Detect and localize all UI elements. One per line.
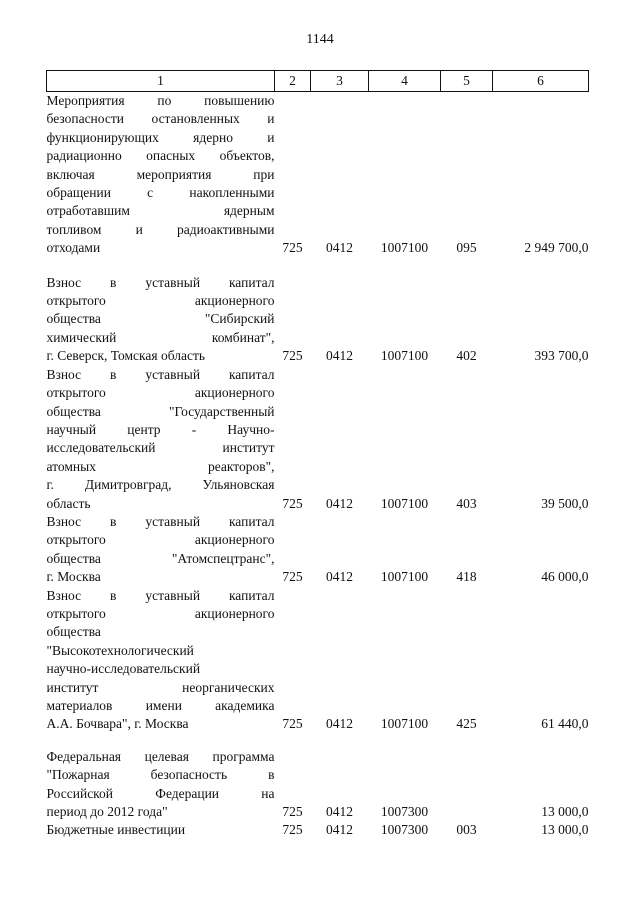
- row-description: [47, 587, 275, 734]
- description-line: Взнос в уставный капитал: [46, 587, 275, 603]
- target-item-code: 1007300: [380, 822, 429, 838]
- budget-table: [46, 70, 589, 840]
- description-line: г. Северск, Томская область: [46, 348, 206, 364]
- description-line: Взнос в уставный капитал: [46, 513, 275, 529]
- table-row: [47, 821, 589, 839]
- table-row: [47, 92, 589, 258]
- ministry-code: 725: [282, 569, 303, 585]
- table-row: [47, 587, 589, 734]
- ministry-code: 725: [282, 348, 303, 364]
- row-description: [47, 366, 275, 513]
- description-line: Взнос в уставный капитал: [46, 366, 275, 382]
- section-code: 0412: [326, 569, 353, 585]
- target-item-code: 1007300: [380, 804, 429, 820]
- description-line: открытого акционерного: [46, 385, 275, 401]
- description-line: безопасности остановленных и: [46, 111, 275, 127]
- description-line: общества "Сибирский: [46, 311, 275, 327]
- page-number: 1144: [306, 32, 334, 47]
- ministry-code: 725: [282, 716, 303, 732]
- description-line: область: [46, 495, 91, 511]
- description-line: Бюджетные инвестиции: [46, 822, 186, 838]
- description-line: научный центр - Научно-: [46, 421, 275, 437]
- description-line: отработавшим ядерным: [46, 203, 275, 219]
- description-line: атомных реакторов",: [46, 458, 275, 474]
- col-header-ministry: 2: [275, 71, 311, 92]
- amount: 61 440,0: [541, 716, 589, 732]
- ministry-code: 725: [282, 804, 303, 820]
- table-row: [47, 734, 589, 822]
- description-line: "Высокотехнологический: [46, 642, 194, 658]
- description-line: период до 2012 года": [46, 804, 168, 820]
- target-item-code: 1007100: [380, 569, 429, 585]
- expense-type-code: [441, 734, 493, 822]
- section-code: 0412: [326, 716, 353, 732]
- col-header-section: 3: [311, 71, 369, 92]
- description-line: общества "Атомспецтранс",: [46, 550, 275, 566]
- expense-type-code: 403: [456, 495, 477, 511]
- description-line: г. Москва: [46, 569, 101, 585]
- description-line: открытого акционерного: [46, 605, 275, 621]
- description-line: Российской Федерации на: [46, 785, 275, 801]
- target-item-code: 1007100: [380, 348, 429, 364]
- amount: 13 000,0: [541, 804, 589, 820]
- expense-type-code: 425: [456, 716, 477, 732]
- row-description: [47, 734, 275, 822]
- description-line: обращении с накопленными: [46, 185, 275, 201]
- col-header-expense-type: 5: [441, 71, 493, 92]
- description-line: открытого акционерного: [46, 532, 275, 548]
- col-header-target-item: 4: [369, 71, 441, 92]
- row-description: [47, 513, 275, 587]
- table-header-row: [47, 71, 589, 92]
- description-line: открытого акционерного: [46, 293, 275, 309]
- description-line: общества "Государственный: [46, 403, 275, 419]
- ministry-code: 725: [282, 495, 303, 511]
- table-row: [47, 513, 589, 587]
- description-line: включая мероприятия при: [46, 166, 275, 182]
- description-line: отходами: [46, 240, 101, 256]
- amount: 393 700,0: [534, 348, 589, 364]
- expense-type-code: 095: [456, 240, 477, 256]
- ministry-code: 725: [282, 240, 303, 256]
- target-item-code: 1007100: [380, 495, 429, 511]
- ministry-code: 725: [282, 822, 303, 838]
- description-line: А.А. Бочвара", г. Москва: [46, 716, 189, 732]
- description-line: материалов имени академика: [46, 698, 275, 713]
- description-line: исследовательский институт: [46, 440, 275, 456]
- amount: 39 500,0: [541, 495, 589, 511]
- description-line: институт неорганических: [46, 679, 275, 695]
- col-header-amount: 6: [493, 71, 589, 92]
- expense-type-code: 402: [456, 348, 477, 364]
- section-code: 0412: [326, 348, 353, 364]
- expense-type-code: 003: [456, 822, 477, 838]
- target-item-code: 1007100: [380, 240, 429, 256]
- section-code: 0412: [326, 495, 353, 511]
- description-line: Взнос в уставный капитал: [46, 274, 275, 290]
- table-row: [47, 258, 589, 366]
- description-line: радиационно опасных объектов,: [46, 148, 275, 164]
- section-code: 0412: [326, 822, 353, 838]
- row-description: [47, 258, 275, 366]
- amount: 46 000,0: [541, 569, 589, 585]
- description-line: Мероприятия по повышению: [46, 93, 275, 108]
- target-item-code: 1007100: [380, 716, 429, 732]
- section-code: 0412: [326, 240, 353, 256]
- description-line: общества: [46, 624, 101, 640]
- section-code: 0412: [326, 804, 353, 820]
- description-line: функционирующих ядерно и: [46, 129, 275, 145]
- amount: 13 000,0: [541, 822, 589, 838]
- col-header-description: 1: [47, 71, 275, 92]
- description-line: научно-исследовательский: [46, 661, 201, 677]
- description-line: "Пожарная безопасность в: [46, 767, 275, 783]
- amount: 2 949 700,0: [524, 240, 589, 256]
- description-line: г. Димитровград, Ульяновская: [46, 477, 275, 493]
- description-line: химический комбинат",: [46, 329, 275, 345]
- row-description: [47, 821, 275, 839]
- row-description: [47, 92, 275, 258]
- description-line: топливом и радиоактивными: [46, 221, 275, 237]
- expense-type-code: 418: [456, 569, 477, 585]
- table-row: [47, 366, 589, 513]
- description-line: Федеральная целевая программа: [46, 748, 275, 764]
